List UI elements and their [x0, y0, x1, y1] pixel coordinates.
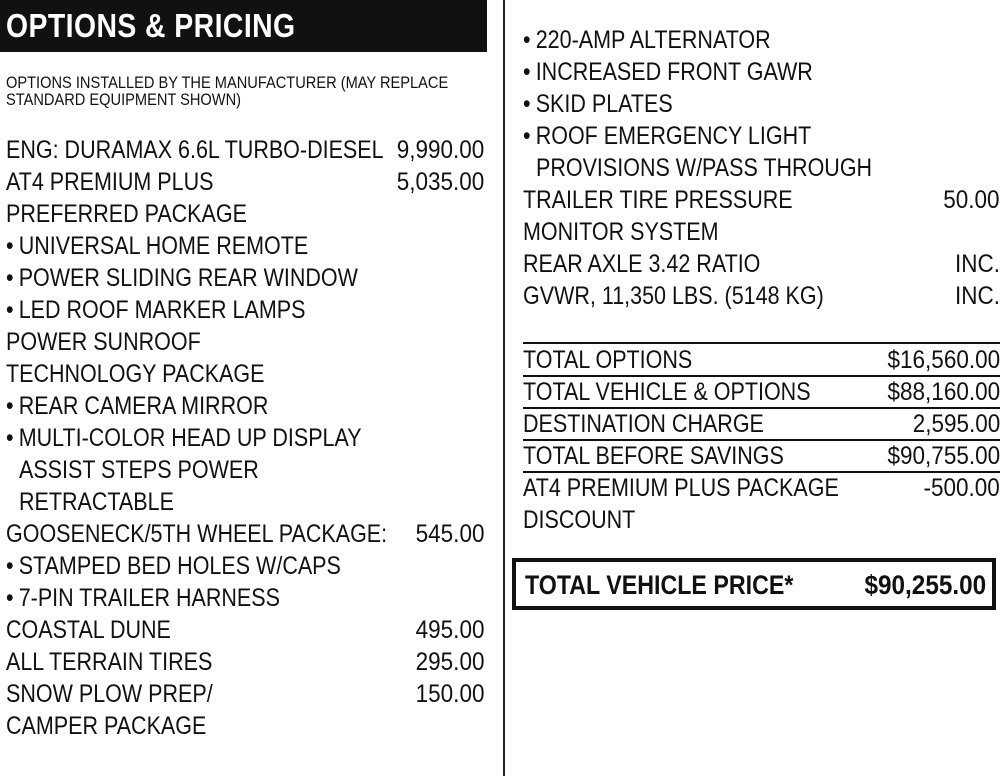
option-row [6, 518, 484, 550]
option-label: ALL TERRAIN TIRES [6, 648, 213, 676]
option-label: LED ROOF MARKER LAMPS [18, 296, 306, 324]
option-label: REAR CAMERA MIRROR [18, 392, 269, 420]
option-row [6, 358, 484, 390]
option-row [6, 134, 484, 166]
option-bullet-row [523, 24, 1000, 56]
option-label: RETRACTABLE [19, 488, 174, 516]
section-title: OPTIONS & PRICING [6, 7, 296, 44]
option-bullet-row [6, 294, 484, 326]
option-row [6, 678, 484, 710]
option-label: ROOF EMERGENCY LIGHT [535, 122, 812, 150]
section-subtitle [6, 74, 520, 108]
total-label: TOTAL BEFORE SAVINGS [523, 442, 784, 470]
total-value: -500.00 [923, 474, 1000, 502]
total-row [523, 472, 1000, 504]
option-label: TECHNOLOGY PACKAGE [6, 360, 265, 388]
option-label: MULTI-COLOR HEAD UP DISPLAY [18, 424, 362, 452]
option-bullet-row [523, 88, 1000, 120]
option-row [6, 614, 484, 646]
bullet-icon: • [6, 296, 14, 324]
total-label: TOTAL OPTIONS [523, 346, 693, 374]
bullet-icon: • [6, 552, 14, 580]
option-bullet-row [6, 550, 484, 582]
option-row [6, 326, 484, 358]
option-row [6, 710, 484, 742]
option-bullet-row [523, 120, 1000, 152]
option-row [6, 646, 484, 678]
option-row [523, 152, 1000, 184]
option-price: 295.00 [415, 648, 484, 676]
option-label: COASTAL DUNE [6, 616, 171, 644]
option-price: 5,035.00 [396, 168, 484, 196]
bullet-icon: • [523, 122, 531, 150]
option-label: GOOSENECK/5TH WHEEL PACKAGE: [6, 520, 388, 548]
total-row [523, 440, 1000, 472]
bullet-icon: • [6, 584, 14, 612]
option-bullet-row [6, 230, 484, 262]
total-row [523, 504, 1000, 536]
option-label: PROVISIONS W/PASS THROUGH [536, 154, 873, 182]
option-label: PREFERRED PACKAGE [6, 200, 247, 228]
total-row [523, 376, 1000, 408]
bullet-icon: • [6, 264, 14, 292]
total-value: 2,595.00 [912, 410, 1000, 438]
option-label: REAR AXLE 3.42 RATIO [523, 250, 761, 278]
total-label: TOTAL VEHICLE & OPTIONS [523, 378, 811, 406]
option-row [6, 454, 484, 486]
option-label: ASSIST STEPS POWER [19, 456, 259, 484]
option-row [523, 216, 1000, 248]
option-bullet-row [6, 390, 484, 422]
option-label: CAMPER PACKAGE [6, 712, 207, 740]
option-price: 9,990.00 [396, 136, 484, 164]
total-label: DESTINATION CHARGE [523, 410, 764, 438]
option-label: SNOW PLOW PREP/ [6, 680, 213, 708]
option-bullet-row [6, 582, 484, 614]
option-row [6, 486, 484, 518]
bullet-icon: • [6, 424, 14, 452]
total-vehicle-price-label: TOTAL VEHICLE PRICE* [525, 570, 794, 600]
option-label: AT4 PREMIUM PLUS [6, 168, 214, 196]
total-label: DISCOUNT [523, 506, 636, 534]
option-label: POWER SLIDING REAR WINDOW [18, 264, 358, 292]
option-label: TRAILER TIRE PRESSURE [523, 186, 793, 214]
subtitle-line-1: OPTIONS INSTALLED BY THE MANUFACTURER (MAY REPLACE [6, 73, 449, 92]
total-row [523, 408, 1000, 440]
option-label: STAMPED BED HOLES W/CAPS [18, 552, 341, 580]
option-label: 220-AMP ALTERNATOR [535, 26, 771, 54]
option-price: 545.00 [415, 520, 484, 548]
bullet-icon: • [523, 26, 531, 54]
option-bullet-row [523, 56, 1000, 88]
option-label: ENG: DURAMAX 6.6L TURBO-DIESEL [6, 136, 384, 164]
option-bullet-row [6, 262, 484, 294]
option-bullet-row [6, 422, 484, 454]
option-price: INC. [955, 250, 1000, 278]
option-row [523, 248, 1000, 280]
total-label: AT4 PREMIUM PLUS PACKAGE [523, 474, 839, 502]
option-label: MONITOR SYSTEM [523, 218, 719, 246]
total-vehicle-price-box [512, 558, 996, 610]
total-value: $90,755.00 [887, 442, 1000, 470]
option-label: UNIVERSAL HOME REMOTE [18, 232, 309, 260]
option-label: 7-PIN TRAILER HARNESS [18, 584, 280, 612]
subtitle-line-2: STANDARD EQUIPMENT SHOWN) [6, 90, 242, 109]
option-price: INC. [955, 282, 1000, 310]
total-value: $88,160.00 [887, 378, 1000, 406]
bullet-icon: • [523, 58, 531, 86]
total-vehicle-price-value: $90,255.00 [864, 570, 986, 600]
bullet-icon: • [523, 90, 531, 118]
option-row [523, 184, 1000, 216]
option-row [523, 280, 1000, 312]
option-label: INCREASED FRONT GAWR [535, 58, 813, 86]
option-row [6, 198, 484, 230]
total-value: $16,560.00 [887, 346, 1000, 374]
option-row [6, 166, 484, 198]
column-divider [503, 0, 505, 776]
option-label: GVWR, 11,350 LBS. (5148 KG) [523, 282, 824, 310]
option-price: 150.00 [415, 680, 484, 708]
option-label: POWER SUNROOF [6, 328, 201, 356]
option-label: SKID PLATES [535, 90, 673, 118]
option-price: 50.00 [943, 186, 1000, 214]
option-price: 495.00 [415, 616, 484, 644]
bullet-icon: • [6, 392, 14, 420]
bullet-icon: • [6, 232, 14, 260]
section-header [0, 0, 487, 52]
total-row [523, 344, 1000, 376]
